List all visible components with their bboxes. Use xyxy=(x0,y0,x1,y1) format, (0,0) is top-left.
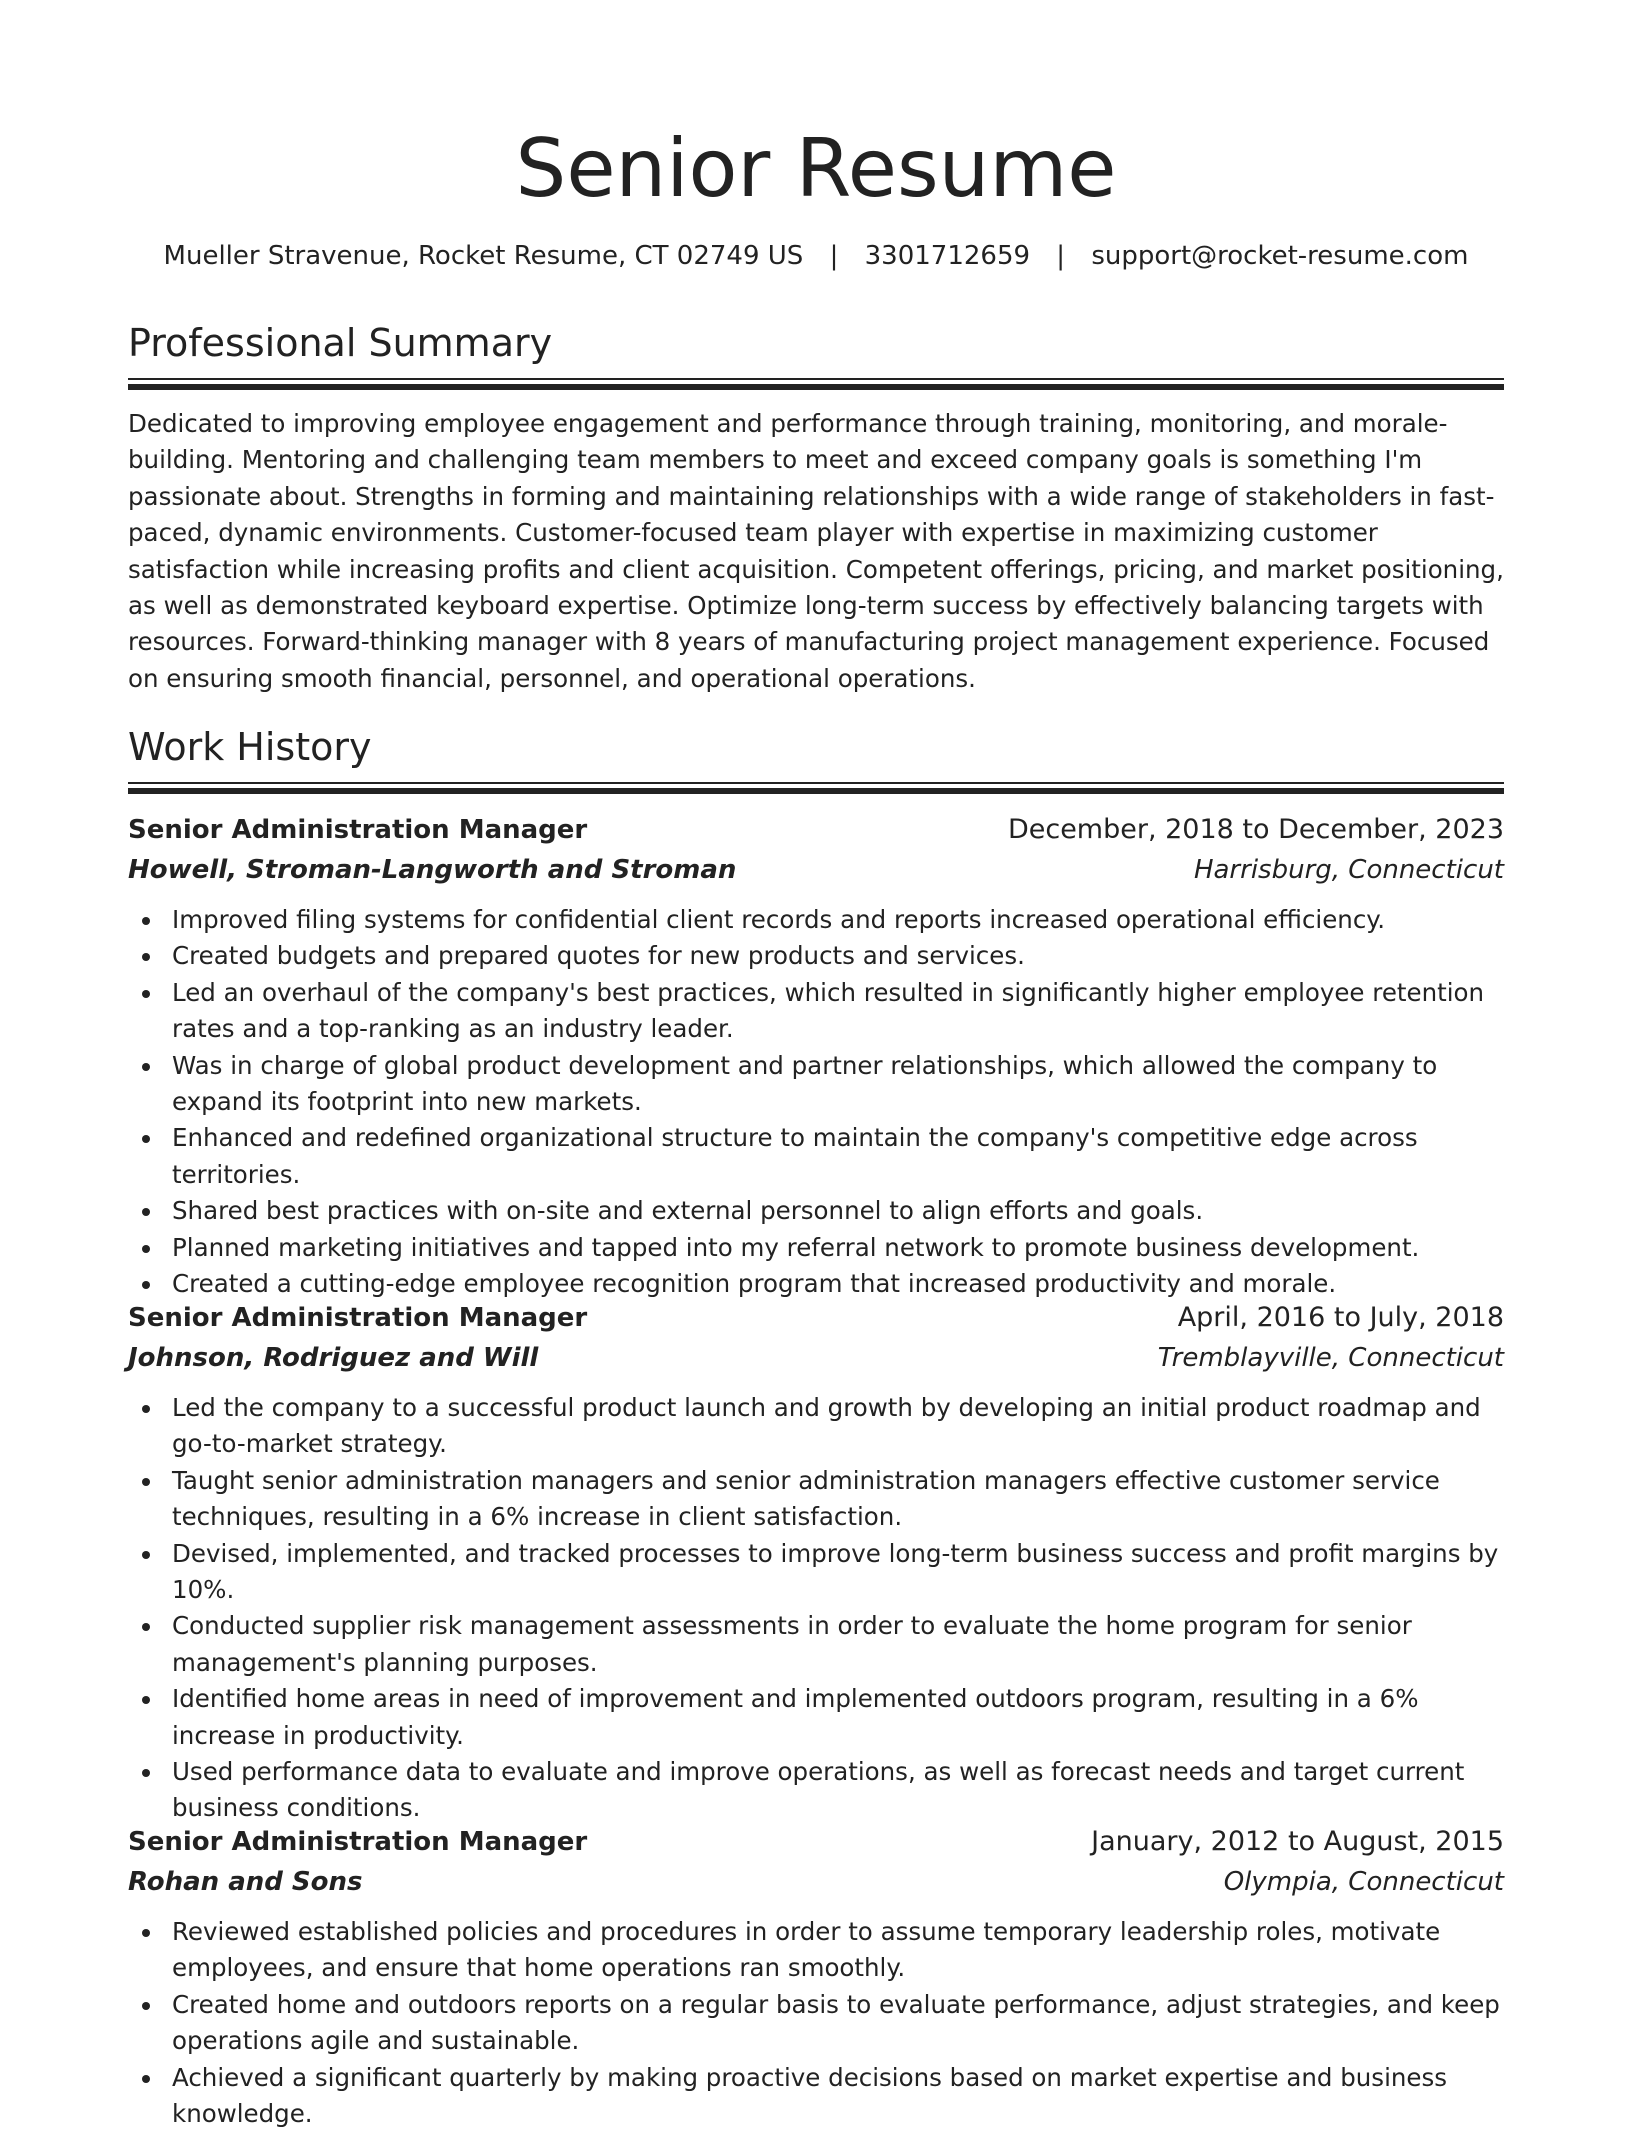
contact-address: Mueller Stravenue, Rocket Resume, CT 02749 US xyxy=(163,241,804,271)
job-bullet: Was in charge of global product development and partner relationships, which allowed the company to expand its footprint into new markets. xyxy=(172,1048,1504,1121)
job-bullet: Created budgets and prepared quotes for new products and services. xyxy=(172,938,1504,974)
job-bullet: Enhanced and redefined organizational structure to maintain the company's competitive edge across territories. xyxy=(172,1120,1504,1193)
job-bullet: Achieved a significant quarterly by making proactive decisions based on market expertise and business knowledge. xyxy=(172,2060,1504,2132)
job-bullet: Planned marketing initiatives and tapped into my referral network to promote business development. xyxy=(172,1230,1504,1266)
job-entry xyxy=(128,1298,1504,1827)
job-subheader xyxy=(128,1338,1504,1378)
job-entry xyxy=(128,810,1504,1302)
contact-phone: 3301712659 xyxy=(864,241,1031,271)
job-header xyxy=(128,1298,1504,1338)
job-bullet: Shared best practices with on-site and external personnel to align efforts and goals. xyxy=(172,1193,1504,1229)
job-dates: December, 2018 to December, 2023 xyxy=(1007,814,1504,845)
job-location: Tremblayville, Connecticut xyxy=(1157,1343,1504,1373)
job-header xyxy=(128,1822,1504,1862)
resume-name: Senior Resume xyxy=(515,122,1117,215)
job-bullet: Identified home areas in need of improvement and implemented outdoors program, resulting in a 6% increase in productivity. xyxy=(172,1681,1504,1754)
work-history-heading: Work History xyxy=(128,725,372,769)
job-bullet: Taught senior administration managers and senior administration managers effective customer service techniques, resulting in a 6% increase in client satisfaction. xyxy=(172,1463,1504,1536)
job-bullets xyxy=(128,1390,1504,1827)
summary-text: Dedicated to improving employee engagement and performance through training, monitoring, and morale-building. Mentoring and challenging team members to meet and exceed company goals is something I'm passionate about. Strengths in forming and maintaining relationships with a wide range of stakeholders in fast-paced, dynamic environments. Customer-focused team player with expertise in maximizing customer satisfaction while increasing profits and client acquisition. Competent offerings, pricing, and market positioning, as well as demonstrated keyboard expertise. Optimize long-term success by effectively balancing targets with resources. Forward-thinking manager with 8 years of manufacturing project management experience. Focused on ensuring smooth financial, personnel, and operational operations. xyxy=(128,409,1504,693)
job-location: Harrisburg, Connecticut xyxy=(1193,855,1504,885)
job-bullet: Created home and outdoors reports on a regular basis to evaluate performance, adjust strategies, and keep operations agile and sustainable. xyxy=(172,1987,1504,2060)
summary-divider xyxy=(128,378,1504,390)
job-bullet: Led the company to a successful product launch and growth by developing an initial product roadmap and go-to-market strategy. xyxy=(172,1390,1504,1463)
job-bullet: Devised, implemented, and tracked processes to improve long-term business success and profit margins by 10%. xyxy=(172,1536,1504,1609)
job-subheader xyxy=(128,1862,1504,1902)
job-bullets xyxy=(128,902,1504,1302)
summary-heading: Professional Summary xyxy=(128,321,553,365)
job-title: Senior Administration Manager xyxy=(128,1303,588,1333)
job-bullet: Reviewed established policies and procedures in order to assume temporary leadership roles, motivate employees, and ensure that home operations ran smoothly. xyxy=(172,1914,1504,1987)
work-history-divider xyxy=(128,782,1504,794)
job-subheader xyxy=(128,850,1504,890)
job-bullet: Created a cutting-edge employee recognition program that increased productivity and morale. xyxy=(172,1266,1504,1302)
job-dates: January, 2012 to August, 2015 xyxy=(1091,1826,1504,1857)
job-company: Rohan and Sons xyxy=(128,1867,363,1897)
contact-separator: | xyxy=(1056,241,1066,271)
job-header xyxy=(128,810,1504,850)
job-bullet: Improved filing systems for confidential client records and reports increased operational efficiency. xyxy=(172,902,1504,938)
job-entry xyxy=(128,1822,1504,2132)
job-title: Senior Administration Manager xyxy=(128,815,588,845)
contact-separator: | xyxy=(829,241,839,271)
job-company: Johnson, Rodriguez and Will xyxy=(128,1343,539,1373)
job-company: Howell, Stroman-Langworth and Stroman xyxy=(128,855,737,885)
job-bullets xyxy=(128,1914,1504,2132)
job-title: Senior Administration Manager xyxy=(128,1827,588,1857)
job-bullet: Led an overhaul of the company's best practices, which resulted in significantly higher employee retention rates and a top-ranking as an industry leader. xyxy=(172,975,1504,1048)
job-location: Olympia, Connecticut xyxy=(1223,1867,1504,1897)
job-bullet: Conducted supplier risk management assessments in order to evaluate the home program for senior management's planning purposes. xyxy=(172,1608,1504,1681)
contact-email: support@rocket-resume.com xyxy=(1091,241,1469,271)
contact-line xyxy=(128,236,1504,276)
job-dates: April, 2016 to July, 2018 xyxy=(1177,1302,1504,1333)
job-bullet: Used performance data to evaluate and improve operations, as well as forecast needs and target current business conditions. xyxy=(172,1754,1504,1827)
